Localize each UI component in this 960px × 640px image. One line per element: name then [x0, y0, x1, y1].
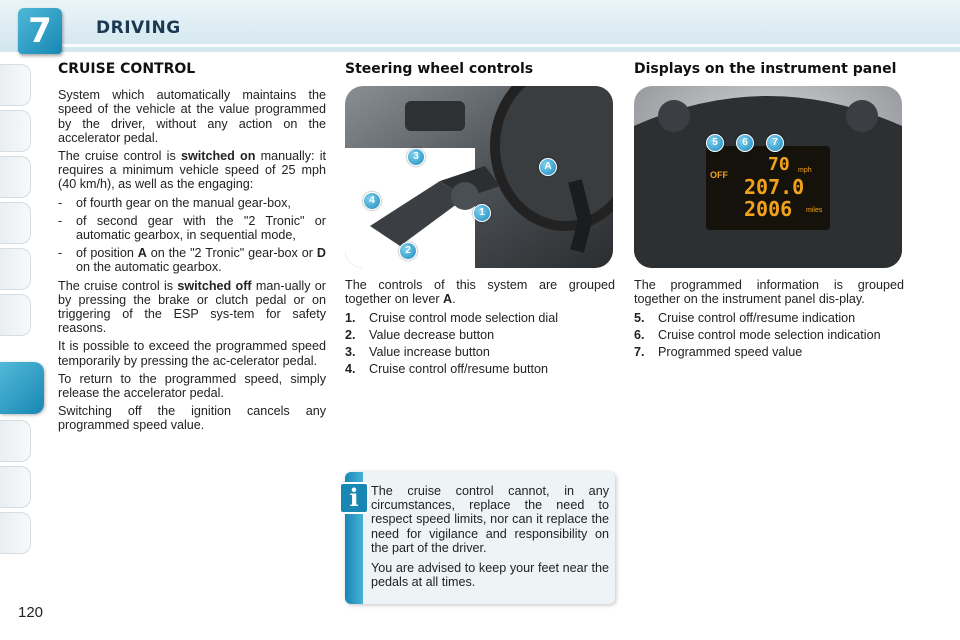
side-tab-9[interactable] — [0, 466, 31, 508]
list-item — [345, 328, 615, 342]
lcd-off-indicator: OFF — [710, 170, 728, 181]
callout-5: 5 — [706, 134, 724, 152]
callout-7: 7 — [766, 134, 784, 152]
paragraph: To return to the programmed speed, simply release the accelerator pedal. — [58, 371, 326, 401]
information-box — [345, 472, 615, 604]
list-item-text: of fourth gear on the manual gear-box, — [76, 195, 291, 210]
list-item-text: Cruise control mode selection dial — [369, 310, 558, 325]
list-item — [634, 328, 904, 342]
bold-text: switched off — [177, 278, 252, 293]
paragraph — [345, 278, 615, 306]
text: manually: it requires a minimum vehicle speed of 25 mph (40 km/h), as well as the engaging: — [58, 149, 326, 192]
steering-controls-column — [345, 62, 615, 379]
list-number: 3. — [345, 345, 356, 360]
dash-bullet: - — [58, 246, 63, 261]
text: of position — [76, 246, 138, 261]
lcd-speed: 70 — [768, 154, 790, 176]
list-number: 2. — [345, 327, 356, 342]
paragraph: Switching off the ignition cancels any programmed speed value. — [58, 404, 326, 433]
callout-6: 6 — [736, 134, 754, 152]
paragraph — [58, 279, 326, 336]
list-item — [345, 362, 615, 376]
side-tab-3[interactable] — [0, 156, 31, 198]
paragraph: The cruise control cannot, in any circumstances, replace the need to respect speed limits, nor can it replace the need for vigilance and responsibility on the part of the driver. — [371, 484, 609, 555]
callout-2: 2 — [399, 242, 417, 260]
side-tab-8[interactable] — [0, 420, 31, 462]
list-item-text: Cruise control off/resume indication — [658, 310, 856, 325]
bold-text: A — [443, 292, 453, 307]
paragraph: You are advised to keep your feet near the pedals at all times. — [371, 561, 609, 590]
text: The cruise control is — [58, 149, 181, 164]
page-number: 120 — [18, 604, 44, 621]
lcd-trip: 207.0 — [744, 175, 805, 200]
lcd-odometer: 2006 — [744, 197, 793, 222]
list-item-text: Value decrease button — [369, 327, 495, 342]
text: The controls of this system are grouped together on lever — [345, 278, 615, 307]
text: . — [452, 292, 456, 307]
text: The cruise control is — [58, 278, 178, 293]
list-number: 5. — [634, 310, 645, 325]
chapter-title: DRIVING — [96, 18, 181, 38]
list-item — [58, 246, 326, 274]
side-tab-1[interactable] — [0, 64, 31, 106]
side-tab-7-active[interactable] — [0, 362, 44, 414]
callout-3: 3 — [407, 148, 425, 166]
list-item — [345, 311, 615, 325]
paragraph: The programmed information is grouped together on the instrument panel dis-play. — [634, 278, 904, 307]
cruise-control-column — [58, 62, 326, 437]
callout-1: 1 — [473, 204, 491, 222]
list-number: 4. — [345, 362, 356, 377]
list-number: 7. — [634, 345, 645, 360]
bold-text: switched on — [180, 149, 256, 164]
instrument-panel-column — [634, 62, 904, 362]
list-item-text: Cruise control mode selection indication — [658, 327, 881, 342]
list-item-text: Value increase button — [369, 345, 490, 360]
side-tab-4[interactable] — [0, 202, 31, 244]
list-item-text: Programmed speed value — [658, 345, 803, 360]
side-tab-5[interactable] — [0, 248, 31, 290]
lcd-speed-unit: mph — [798, 167, 812, 175]
list-item-text: Cruise control off/resume button — [369, 362, 548, 377]
paragraph — [58, 149, 326, 192]
paragraph: System which automatically maintains the speed of the vehicle at the value programmed by the driver, without any action on the accelerator pedal. — [58, 88, 326, 145]
section-heading: Steering wheel controls — [345, 61, 534, 77]
text: on the automatic gearbox. — [76, 260, 222, 275]
list-number: 6. — [634, 327, 645, 342]
page-header — [0, 0, 960, 52]
section-heading: Displays on the instrument panel — [634, 61, 897, 77]
lcd-odometer-unit: miles — [806, 207, 823, 215]
list-number: 1. — [345, 310, 356, 325]
steering-lever-photo — [345, 86, 613, 268]
callout-4: 4 — [363, 192, 381, 210]
bold-text: A — [137, 246, 147, 261]
side-tab-6[interactable] — [0, 294, 31, 336]
header-divider — [62, 44, 960, 47]
list-item-text: of second gear with the "2 Tronic" or automatic gearbox, in sequential mode, — [76, 213, 326, 243]
list-item — [58, 214, 326, 242]
list-item — [634, 345, 904, 359]
list-item — [345, 345, 615, 359]
section-heading: CRUISE CONTROL — [58, 61, 196, 77]
list-item — [634, 311, 904, 325]
list-item-text — [76, 246, 326, 274]
callout-a: A — [539, 158, 557, 176]
bold-text: D — [316, 246, 326, 261]
list-item — [58, 196, 326, 210]
info-text — [371, 484, 609, 595]
dash-bullet: - — [58, 195, 63, 210]
paragraph: It is possible to exceed the programmed speed temporarily by pressing the ac-celerator pedal. — [58, 339, 326, 368]
text: man-ually or by pressing the brake or clutch pedal or on triggering of the ESP sys-tem for safety reasons. — [58, 278, 326, 336]
chapter-number-badge: 7 — [18, 8, 62, 54]
info-icon: i — [339, 482, 369, 514]
side-tab-10[interactable] — [0, 512, 31, 554]
instrument-panel-photo — [634, 86, 902, 268]
dash-bullet: - — [58, 213, 63, 228]
text: on the "2 Tronic" gear-box or — [146, 246, 317, 261]
side-tab-2[interactable] — [0, 110, 31, 152]
chapter-side-tabs — [0, 64, 34, 576]
